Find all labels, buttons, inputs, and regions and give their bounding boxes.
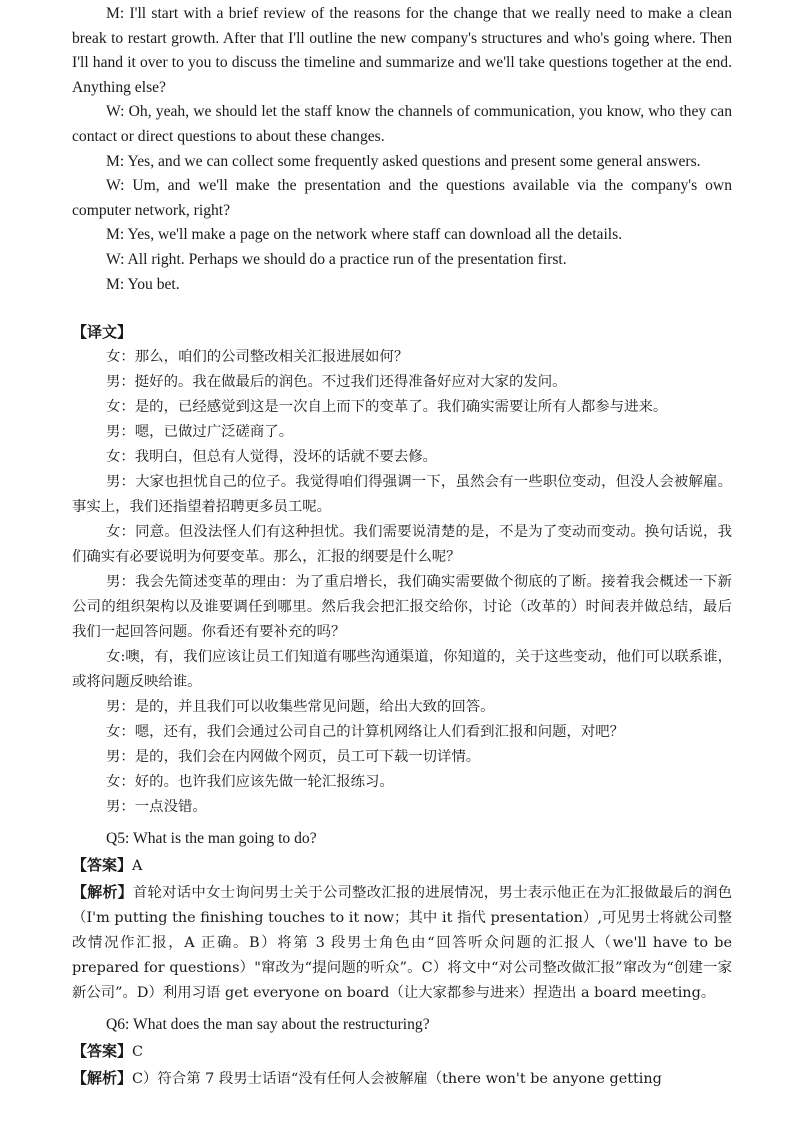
translation-line: 男：我会先简述变革的理由：为了重启增长，我们确实需要做个彻底的了断。接着我会概述一下新公司的组织架构以及谁要调任到哪里。然后我会把汇报交给你，讨论（改革的）时间表并做总结，最后我们一起回答问题。你看还有要补充的吗？ — [72, 574, 732, 641]
translation-line: 女：那么，咱们的公司整改相关汇报进展如何？ — [106, 349, 409, 366]
translation-line: 女:噢，有，我们应该让员工们知道有哪些沟通渠道，你知道的，关于这些变动，他们可以联系谁，或将问题反映给谁。 — [72, 649, 732, 691]
analysis-q5 — [72, 879, 732, 1006]
document-page — [72, 0, 732, 1092]
question-q5: Q5: What is the man going to do? — [106, 830, 317, 848]
translation-line: 男：挺好的。我在做最后的润色。不过我们还得准备好应对大家的发问。 — [106, 374, 567, 391]
english-dialogue — [72, 2, 732, 297]
dialogue-line: W: Oh, yeah, we should let the staff know the channels of communication, you know, who they can contact or direct questions to about these changes. — [72, 103, 732, 145]
dialogue-line: M: You bet. — [106, 275, 180, 293]
analysis-label: 【解析】 — [72, 1069, 133, 1088]
answer-value: A — [132, 858, 143, 875]
question-q6: Q6: What does the man say about the restructuring? — [106, 1016, 430, 1034]
dialogue-line: W: All right. Perhaps we should do a practice run of the presentation first. — [106, 250, 567, 268]
translation-line: 女：嗯，还有，我们会通过公司自己的计算机网络让人们看到汇报和问题，对吧？ — [106, 724, 625, 741]
translation-line: 男：大家也担忧自己的位子。我觉得咱们得强调一下，虽然会有一些职位变动，但没人会被解雇。事实上，我们还指望着招聘更多员工呢。 — [72, 474, 732, 516]
answer-value: C — [132, 1044, 144, 1061]
translation-line: 女：好的。也许我们应该先做一轮汇报练习。 — [106, 774, 394, 791]
dialogue-line: M: I'll start with a brief review of the reasons for the change that we really need to make a clean break to restart growth. After that I'll outline the new company's structures and who's going where. Then I'll hand it over to you to discuss the timeline and summarize and we'll take questions together at the end. Anything else? — [72, 5, 732, 96]
translation-heading: 【译文】 — [72, 323, 133, 342]
dialogue-line: M: Yes, and we can collect some frequently asked questions and present some general answers. — [106, 152, 701, 170]
analysis-text: 首轮对话中女士询问男士关于公司整改汇报的进展情况，男士表示他正在为汇报做最后的润色（I'm putting the finishing touches to it now；其中 it 指代 presentation）,可见男士将就公司整改情况作汇报，A 正确。B）将第 3 段男士角色由“回答听众问题的汇报人（we'll have to be prepared for questions）"窜改为“提问题的听众”。C）将文中“对公司整改做汇报”窜改为“创建一家新公司”。D）利用习语 get everyone on board（让大家都参与进来）捏造出 a board meeting。 — [72, 885, 732, 1002]
dialogue-line: W: Um, and we'll make the presentation and the questions available via the company's own computer network, right? — [72, 177, 732, 219]
answer-q5 — [72, 852, 732, 879]
analysis-label: 【解析】 — [72, 883, 133, 902]
translation-line: 男：是的，我们会在内网做个网页，员工可下载一切详情。 — [106, 749, 481, 766]
analysis-text: C）符合第 7 段男士话语“没有任何人会被解雇（there won't be anyone getting — [132, 1071, 662, 1088]
dialogue-line: M: Yes, we'll make a page on the network where staff can download all the details. — [106, 226, 623, 244]
chinese-translation — [72, 345, 732, 820]
translation-line: 男：是的，并且我们可以收集些常见问题，给出大致的回答。 — [106, 699, 495, 716]
analysis-q6 — [72, 1065, 732, 1092]
translation-line: 女：是的，已经感觉到这是一次自上而下的变革了。我们确实需要让所有人都参与进来。 — [106, 399, 668, 416]
translation-line: 女：同意。但没法怪人们有这种担忧。我们需要说清楚的是，不是为了变动而变动。换句话说，我们确实有必要说明为何要变革。那么，汇报的纲要是什么呢？ — [72, 524, 732, 566]
translation-line: 女：我明白，但总有人觉得，没坏的话就不要去修。 — [106, 449, 437, 466]
answer-label: 【答案】 — [72, 1042, 133, 1061]
answer-q6 — [72, 1038, 732, 1065]
answer-label: 【答案】 — [72, 856, 133, 875]
translation-line: 男：一点没错。 — [106, 799, 207, 816]
translation-line: 男：嗯，已做过广泛磋商了。 — [106, 424, 294, 441]
